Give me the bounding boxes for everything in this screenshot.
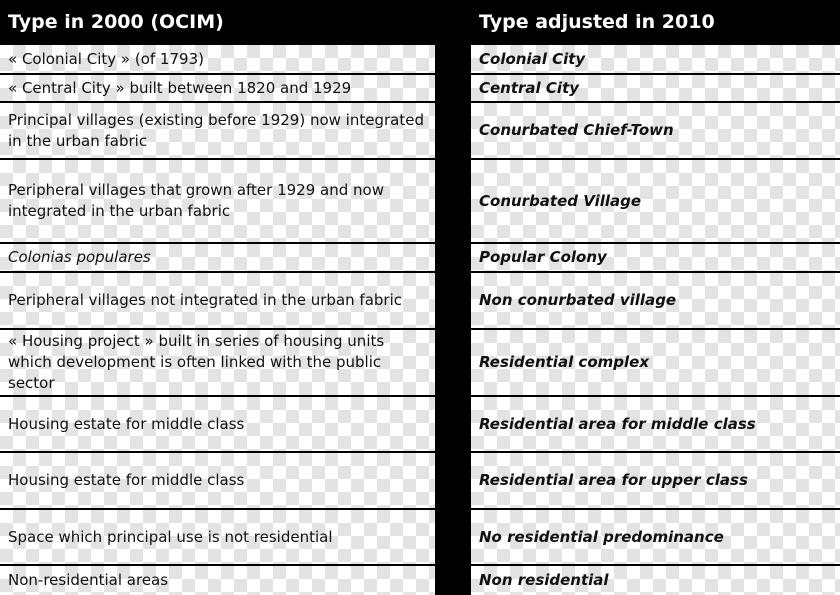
cell-type-2010: Residential complex xyxy=(469,328,840,395)
cell-type-2000: Housing estate for middle class xyxy=(0,395,437,451)
cell-type-2010: Central City xyxy=(469,73,840,101)
cell-type-2000: Non-residential areas xyxy=(0,564,437,595)
cell-type-2000: Space which principal use is not residential xyxy=(0,508,437,564)
cell-type-2000: Housing estate for middle class xyxy=(0,451,437,508)
cell-type-2010: Colonial City xyxy=(469,43,840,73)
cell-type-2000: « Central City » built between 1820 and 1929 xyxy=(0,73,437,101)
cell-type-2010: Conurbated Chief-Town xyxy=(469,101,840,158)
column-divider xyxy=(437,0,469,43)
cell-type-2000: Principal villages (existing before 1929) now integrated in the urban fabric xyxy=(0,101,437,158)
column-header-type-2010: Type adjusted in 2010 xyxy=(469,0,840,43)
cell-type-2010: Residential area for upper class xyxy=(469,451,840,508)
cell-type-2000: « Colonial City » (of 1793) xyxy=(0,43,437,73)
cell-type-2010: Non conurbated village xyxy=(469,271,840,328)
cell-type-2000: Peripheral villages that grown after 1929 and now integrated in the urban fabric xyxy=(0,158,437,242)
cell-type-2000: Peripheral villages not integrated in the urban fabric xyxy=(0,271,437,328)
cell-type-2010: Residential area for middle class xyxy=(469,395,840,451)
cell-type-2010: Non residential xyxy=(469,564,840,595)
cell-type-2000: « Housing project » built in series of housing units which development is often linked with the public sector xyxy=(0,328,437,395)
cell-type-2000: Colonias populares xyxy=(0,242,437,271)
cell-type-2010: No residential predominance xyxy=(469,508,840,564)
column-header-type-2000: Type in 2000 (OCIM) xyxy=(0,0,437,43)
cell-type-2010: Popular Colony xyxy=(469,242,840,271)
cell-type-2010: Conurbated Village xyxy=(469,158,840,242)
